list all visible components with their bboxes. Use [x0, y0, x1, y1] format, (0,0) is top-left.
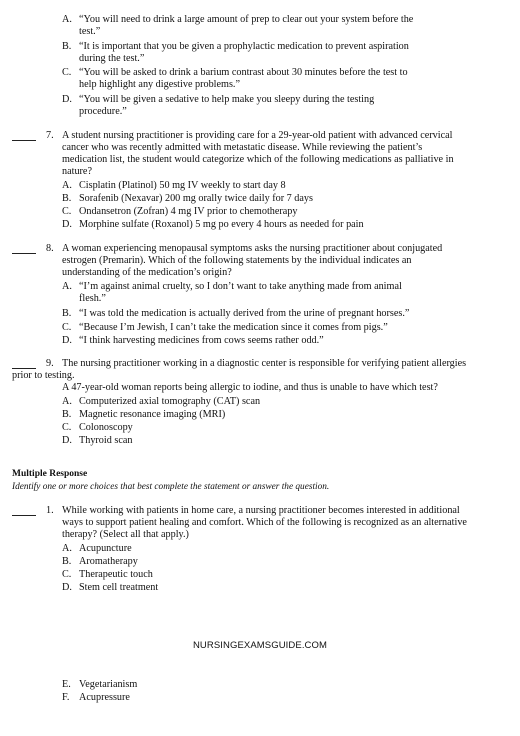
question-stem: A woman experiencing menopausal symptoms asks the nursing practitioner about conjugated: [62, 243, 443, 254]
option-letter: D.: [62, 582, 72, 593]
option-text: Thyroid scan: [79, 435, 133, 446]
option-text: Cisplatin (Platinol) 50 mg IV weekly to start day 8: [79, 180, 286, 191]
question-stem: prior to testing.: [12, 370, 75, 381]
option-letter: D.: [62, 219, 72, 230]
answer-blank[interactable]: [12, 515, 36, 516]
option-text: procedure.”: [79, 106, 127, 117]
option-text: Morphine sulfate (Roxanol) 5 mg po every 4 hours as needed for pain: [79, 219, 364, 230]
option-text: Acupuncture: [79, 543, 132, 554]
option-text: during the test.”: [79, 53, 145, 64]
option-letter: A.: [62, 14, 72, 25]
question-stem: understanding of the medication’s origin?: [62, 267, 232, 278]
option-text: Stem cell treatment: [79, 582, 159, 593]
option-letter: C.: [62, 67, 72, 78]
question-stem: cancer who was recently admitted with metastatic disease. While reviewing the patient’s: [62, 142, 423, 153]
option-letter: F.: [62, 692, 70, 703]
option-letter: A.: [62, 180, 72, 191]
option-text: Sorafenib (Nexavar) 200 mg orally twice daily for 7 days: [79, 193, 313, 204]
option-text: “You will need to drink a large amount of prep to clear out your system before the: [79, 14, 414, 25]
option-text: help highlight any digestive problems.”: [79, 79, 240, 90]
option-letter: B.: [62, 41, 72, 52]
option-text: Magnetic resonance imaging (MRI): [79, 409, 226, 420]
option-letter: C.: [62, 206, 72, 217]
page-footer: NURSINGEXAMSGUIDE.COM: [192, 640, 328, 651]
option-text: “It is important that you be given a prophylactic medication to prevent aspiration: [79, 41, 409, 52]
question-stem: therapy? (Select all that apply.): [62, 529, 189, 540]
option-letter: A.: [62, 543, 72, 554]
option-letter: D.: [62, 435, 72, 446]
option-letter: E.: [62, 679, 71, 690]
question-number: 9.: [46, 358, 54, 369]
question-stem: A student nursing practitioner is providing care for a 29-year-old patient with advanced cervical: [62, 130, 453, 141]
option-text: Aromatherapy: [79, 556, 138, 567]
answer-blank[interactable]: [12, 140, 36, 141]
option-text: test.”: [79, 26, 101, 37]
option-text: flesh.”: [79, 293, 106, 304]
option-text: Computerized axial tomography (CAT) scan: [79, 396, 261, 407]
option-letter: D.: [62, 335, 72, 346]
option-letter: C.: [62, 569, 72, 580]
question-stem: A 47-year-old woman reports being allergic to iodine, and thus is unable to have which test?: [62, 382, 438, 393]
answer-blank[interactable]: [12, 253, 36, 254]
question-number: 8.: [46, 243, 54, 254]
option-letter: B.: [62, 193, 72, 204]
question-stem: medication list, the student would categorize which of the following medications as palliative in: [62, 154, 454, 165]
question-stem: ways to support patient healing and comfort. Which of the following is recognized as an alternative: [62, 517, 467, 528]
option-letter: B.: [62, 556, 72, 567]
question-stem: estrogen (Premarin). Which of the following statements by the individual indicates an: [62, 255, 412, 266]
question-number: 1.: [46, 505, 54, 516]
option-letter: B.: [62, 308, 72, 319]
option-text: Vegetarianism: [79, 679, 138, 690]
section-title: Multiple Response: [12, 469, 88, 479]
section-instruction: Identify one or more choices that best complete the statement or answer the question.: [12, 482, 330, 492]
option-text: “I was told the medication is actually derived from the urine of pregnant horses.”: [79, 308, 410, 319]
option-letter: A.: [62, 396, 72, 407]
answer-blank[interactable]: [12, 368, 36, 369]
option-letter: C.: [62, 322, 72, 333]
option-text: Therapeutic touch: [79, 569, 153, 580]
option-text: “You will be given a sedative to help make you sleepy during the testing: [79, 94, 375, 105]
option-text: “Because I’m Jewish, I can’t take the medication since it comes from pigs.”: [79, 322, 388, 333]
option-letter: B.: [62, 409, 72, 420]
option-letter: A.: [62, 281, 72, 292]
question-number: 7.: [46, 130, 54, 141]
option-text: “I think harvesting medicines from cows seems rather odd.”: [79, 335, 324, 346]
option-text: Colonoscopy: [79, 422, 133, 433]
option-text: “You will be asked to drink a barium contrast about 30 minutes before the test to: [79, 67, 408, 78]
question-stem: While working with patients in home care, a nursing practitioner becomes interested in additional: [62, 505, 460, 516]
option-text: “I’m against animal cruelty, so I don’t want to take anything made from animal: [79, 281, 402, 292]
question-stem: nature?: [62, 166, 92, 177]
option-letter: C.: [62, 422, 72, 433]
option-text: Acupressure: [79, 692, 130, 703]
option-letter: D.: [62, 94, 72, 105]
question-stem: The nursing practitioner working in a diagnostic center is responsible for verifying patient allergies: [62, 358, 467, 369]
option-text: Ondansetron (Zofran) 4 mg IV prior to chemotherapy: [79, 206, 298, 217]
